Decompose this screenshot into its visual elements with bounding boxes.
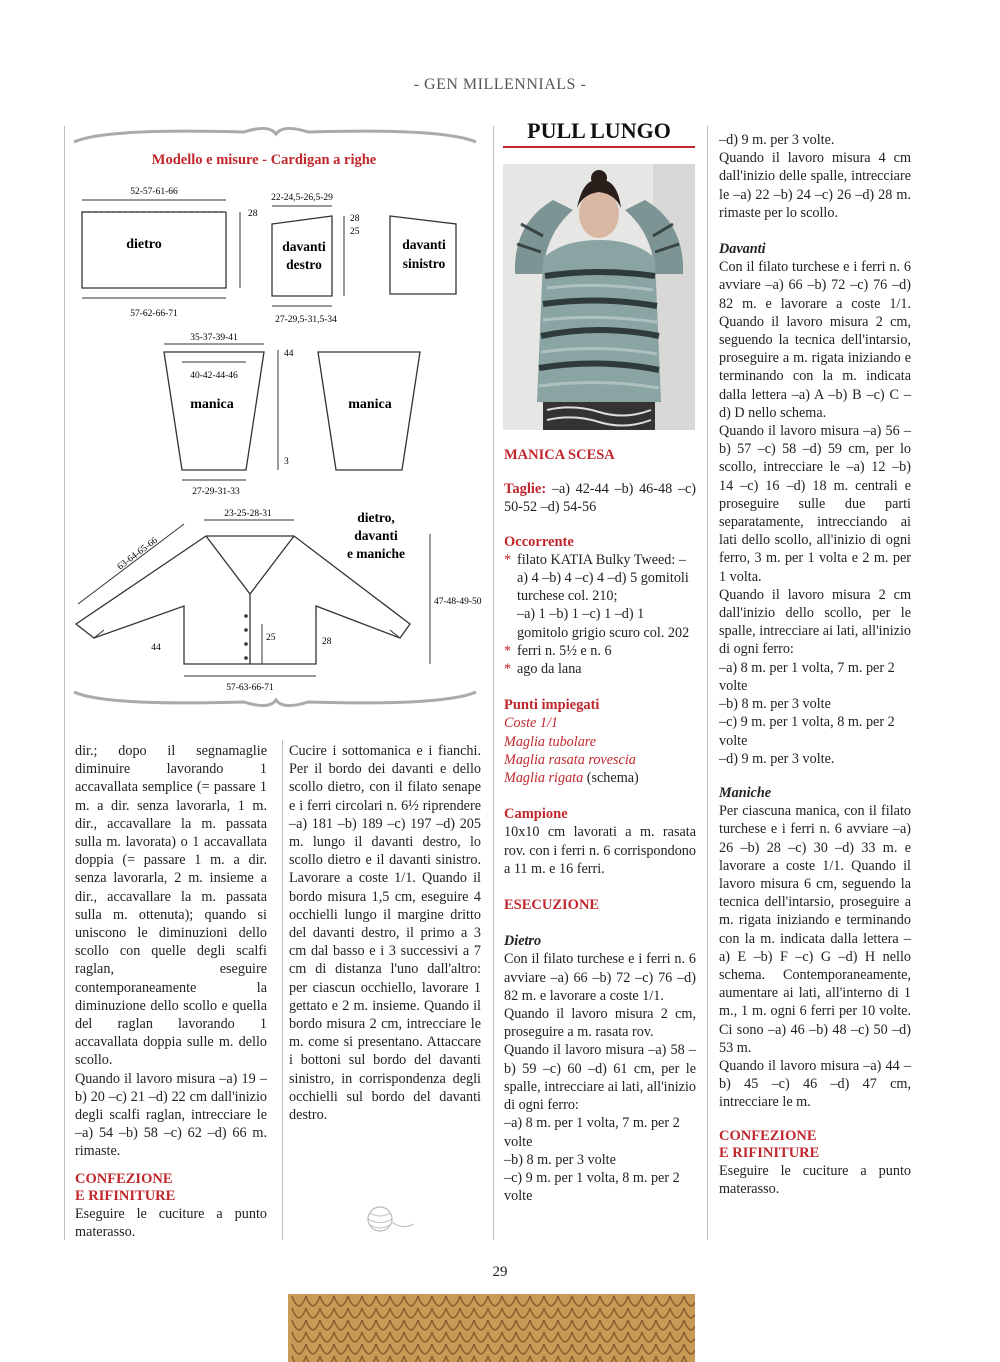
instructions-text: Con il filato turchese e i ferri n. 6 avviare –a) 66 –b) 72 –c) 76 –d) 82 m. e lavorare a coste 1/1. Quando il lavoro misura 2 cm, seguendo la tecnica dell'intarsio, proseguire a m. rigata iniziando e terminando con la m. indicata dalla lettera –a) A –b) B –c) C –d) D nello schema. <box>719 259 911 421</box>
dietro-piece <box>82 187 258 319</box>
instructions-text: Quando il lavoro misura –a) 19 –b) 20 –c) 21 –d) 22 cm dall'inizio degli scalfi raglan, intrecciare le –a) 54 –b) 58 –c) 62 –d) 66 m. rimaste. <box>75 1070 267 1160</box>
instructions-text: Quando il lavoro misura –a) 58 –b) 59 –c) 60 –d) 61 cm, per le spalle, intrecciare ai lati, all'inizio di ogni ferro: <box>504 1042 696 1114</box>
instructions-text: Quando il lavoro misura –a) 44 –b) 45 –c) 46 –d) 47 cm, intrecciare le m. <box>719 1057 911 1111</box>
materials-item: * ago da lana <box>504 661 582 678</box>
diagram-title: Modello e misure - Cardigan a righe <box>151 152 377 168</box>
svg-text:63-64-65-66: 63-64-65-66 <box>115 535 160 573</box>
instructions-text: Quando il lavoro misura 2 cm dall'inizio dello scollo, per le spalle, intrecciare ai lati, all'inizio di ogni ferro: <box>719 586 911 658</box>
column-2 <box>289 742 481 1124</box>
instructions-text: –b) 8 m. per 3 volte <box>719 696 831 713</box>
svg-text:davanti: davanti <box>402 237 446 252</box>
instructions-text: Eseguire le cuciture a punto materasso. <box>719 1162 911 1197</box>
svg-text:manica: manica <box>348 397 392 412</box>
subsection-heading: Maniche <box>719 784 772 801</box>
svg-text:44: 44 <box>151 643 161 653</box>
svg-text:manica: manica <box>190 397 234 412</box>
instructions-text: Quando il lavoro misura 4 cm dall'inizio delle spalle, intrecciare le –a) 22 –b) 24 –c) 26 –d) 28 m. rimaste per lo scollo. <box>719 150 911 221</box>
svg-text:destro: destro <box>286 257 322 272</box>
yarn-ball-icon <box>352 1204 416 1234</box>
section-heading: CONFEZIONE <box>719 1127 817 1144</box>
section-heading: E RIFINITURE <box>75 1187 176 1204</box>
instructions-text: Cucire i sottomanica e i fianchi. Per il bordo dei davanti e dello scollo dietro, con il filato senape e i ferri circolari n. 6½ riprendere –a) 181 –b) 189 –c) 197 –d) 205 m. lungo il davanti destro, lo scollo dietro e il davanti sinistro. Lavorare a coste 1/1. Quando il bordo misura 1,5 cm, eseguire 4 occhielli lungo il margine dritto del davanti destro, il primo a 3 cm dal basso e i 3 successivi a 7 cm di distanza l'uno dall'altro: per ciascun occhiello, lavorare 1 gettato e 2 m. insieme. Quando il bordo misura 2 cm, intrecciare le m. come si presentano. Attaccare i bottoni sul bordo del davanti sinistro, in corrispondenza degli occhielli sul bordo del davanti destro. <box>289 743 481 1124</box>
materials-item: –a) 1 –b) 1 –c) 1 –d) 1 gomitolo grigio scuro col. 202 <box>517 606 690 641</box>
materials-item: * filato KATIA Bulky Tweed: –a) 4 –b) 4 –c) 4 –d) 5 gomitoli turchese col. 210; <box>504 551 689 605</box>
stitch-item: Maglia rasata rovescia <box>504 751 636 768</box>
instructions-text: –c) 9 m. per 1 volta, 8 m. per 2 volte <box>504 1169 680 1205</box>
stitch-item: Maglia tubolare <box>504 733 597 750</box>
stitch-item: Coste 1/1 <box>504 715 558 732</box>
gauge-text: 10x10 cm lavorati a m. rasata rov. con i ferri n. 6 corrispondono a 11 m. e 16 ferri. <box>504 824 696 877</box>
svg-text:28: 28 <box>322 637 332 647</box>
top-ornament <box>74 128 476 142</box>
svg-text:40-42-44-46: 40-42-44-46 <box>190 371 238 381</box>
svg-text:davanti: davanti <box>354 528 398 543</box>
svg-text:44: 44 <box>284 349 294 359</box>
section-heading: Campione <box>504 806 568 823</box>
davanti-sinistro-piece <box>390 216 456 294</box>
instructions-text: dir.; dopo il segnamaglie diminuire lavorando 1 accavallata semplice (= passare 1 m. a dir. senza lavorarla, 1 m. dir., accavallare la m. passata sulla m. lavorata) o 1 accavallata doppia (= passare 1 m. a dir. senza lavorarla, 2 m. insieme a dir., accavallare la m. passata sulla m. ottenuta); quando si uniscono le diminuzioni dello scollo con quelle degli scalfi raglan, eseguire contemporaneamente la diminuzione dello scollo e quella del raglan lavorando 1 accavallata doppia sulle m. dello scollo. <box>75 743 267 1069</box>
instructions-text: –d) 9 m. per 3 volte. <box>719 132 835 148</box>
subsection-heading: Dietro <box>504 933 542 950</box>
svg-text:25: 25 <box>350 227 360 237</box>
knit-texture-strip <box>288 1294 695 1362</box>
svg-text:dietro,: dietro, <box>357 510 395 525</box>
pattern-diagram <box>64 124 486 714</box>
section-heading: Punti impiegati <box>504 697 600 714</box>
section-heading: E RIFINITURE <box>719 1144 820 1161</box>
svg-text:47-48-49-50: 47-48-49-50 <box>434 597 482 607</box>
instructions-text: Per ciascuna manica, con il filato turchese e i ferri n. 6 avviare –a) 26 –b) 28 –c) 30 –d) 33 m. e lavorare a coste 1/1. Quando il lavoro misura 6 cm, seguendo la tecnica dell'intarsio, proseguire a m. rigata iniziando e terminando con la m. indicata dalla lettera –a) E –b) F –c) G –d) H nello schema. Contemporaneamente, aumentare ai lati, all'interno di 1 m., 1 m. ogni 6 ferri per 10 volte. Ci sono –a) 46 –b) 48 –c) 50 –d) 53 m. <box>719 803 911 1056</box>
svg-text:e maniche: e maniche <box>346 546 406 561</box>
instructions-text: –c) 9 m. per 1 volta, 8 m. per 2 volte <box>719 714 895 749</box>
column-divider <box>707 126 708 1240</box>
column-4 <box>719 131 911 1198</box>
title-underline <box>503 146 695 148</box>
manica-piece-left <box>164 333 294 497</box>
instructions-text: –d) 9 m. per 3 volte. <box>719 750 835 767</box>
column-1 <box>75 742 267 1241</box>
raglan-piece <box>76 509 482 693</box>
instructions-text: Quando il lavoro misura –a) 56 –b) 57 –c) 58 –d) 59 cm, per lo scollo, intrecciare le –a) 12 –b) 14 –c) 16 –d) 18 m. centrali e proseguire sulle due parti separatamente, intrecciando ai lati dello scollo, all'inizio di ogni ferro, 3 m. per 1 volta e 2 m. per 1 volta. <box>719 423 911 585</box>
instructions-text: Eseguire le cuciture a punto materasso. <box>75 1205 267 1240</box>
running-header: - GEN MILLENNIALS - <box>413 76 587 93</box>
svg-text:27-29,5-31,5-34: 27-29,5-31,5-34 <box>275 315 337 325</box>
svg-text:dietro: dietro <box>126 237 162 252</box>
svg-text:23-25-28-31: 23-25-28-31 <box>224 509 272 519</box>
column-divider <box>282 740 283 1240</box>
svg-text:57-62-66-71: 57-62-66-71 <box>130 309 178 319</box>
manica-piece-right <box>318 352 420 470</box>
section-heading: MANICA SCESA <box>504 447 615 463</box>
svg-text:25: 25 <box>266 633 276 643</box>
materials-item: * ferri n. 5½ e n. 6 <box>504 642 612 659</box>
svg-text:28: 28 <box>350 214 360 224</box>
section-heading: Occorrente <box>504 533 574 550</box>
section-heading: CONFEZIONE <box>75 1170 173 1187</box>
sizes: Taglie: –a) 42-44 –b) 46-48 –c) 50-52 –d) 54-56 <box>504 481 697 516</box>
column-divider <box>493 126 494 1240</box>
instructions-text: Quando il lavoro misura 2 cm, proseguire a m. rasata rov. <box>504 1006 696 1041</box>
instructions-text: –a) 8 m. per 1 volta, 7 m. per 2 volte <box>719 659 895 694</box>
sweater-photo <box>503 164 695 430</box>
svg-text:sinistro: sinistro <box>402 256 446 271</box>
svg-text:52-57-61-66: 52-57-61-66 <box>130 187 178 197</box>
svg-text:57-63-66-71: 57-63-66-71 <box>226 683 274 693</box>
svg-text:22-24,5-26,5-29: 22-24,5-26,5-29 <box>271 193 333 203</box>
subsection-heading: Davanti <box>719 241 766 258</box>
svg-text:3: 3 <box>284 457 289 467</box>
bottom-ornament <box>74 692 476 706</box>
column-3 <box>504 446 696 1205</box>
stitch-item: Maglia rigata (schema) <box>504 770 639 787</box>
svg-text:28: 28 <box>248 209 258 219</box>
svg-text:27-29-31-33: 27-29-31-33 <box>192 487 240 497</box>
pattern-title: PULL LUNGO <box>527 118 671 143</box>
page-number: 29 <box>492 1264 508 1280</box>
instructions-text: –b) 8 m. per 3 volte <box>504 1151 616 1168</box>
instructions-text: –a) 8 m. per 1 volta, 7 m. per 2 volte <box>504 1115 680 1150</box>
instructions-text: Con il filato turchese e i ferri n. 6 avviare –a) 66 –b) 72 –c) 76 –d) 82 m. e lavorare a coste 1/1. <box>504 951 696 1004</box>
section-heading: ESECUZIONE <box>504 897 600 914</box>
davanti-destro-piece <box>271 193 360 325</box>
svg-text:35-37-39-41: 35-37-39-41 <box>190 333 238 343</box>
svg-text:davanti: davanti <box>282 239 326 254</box>
